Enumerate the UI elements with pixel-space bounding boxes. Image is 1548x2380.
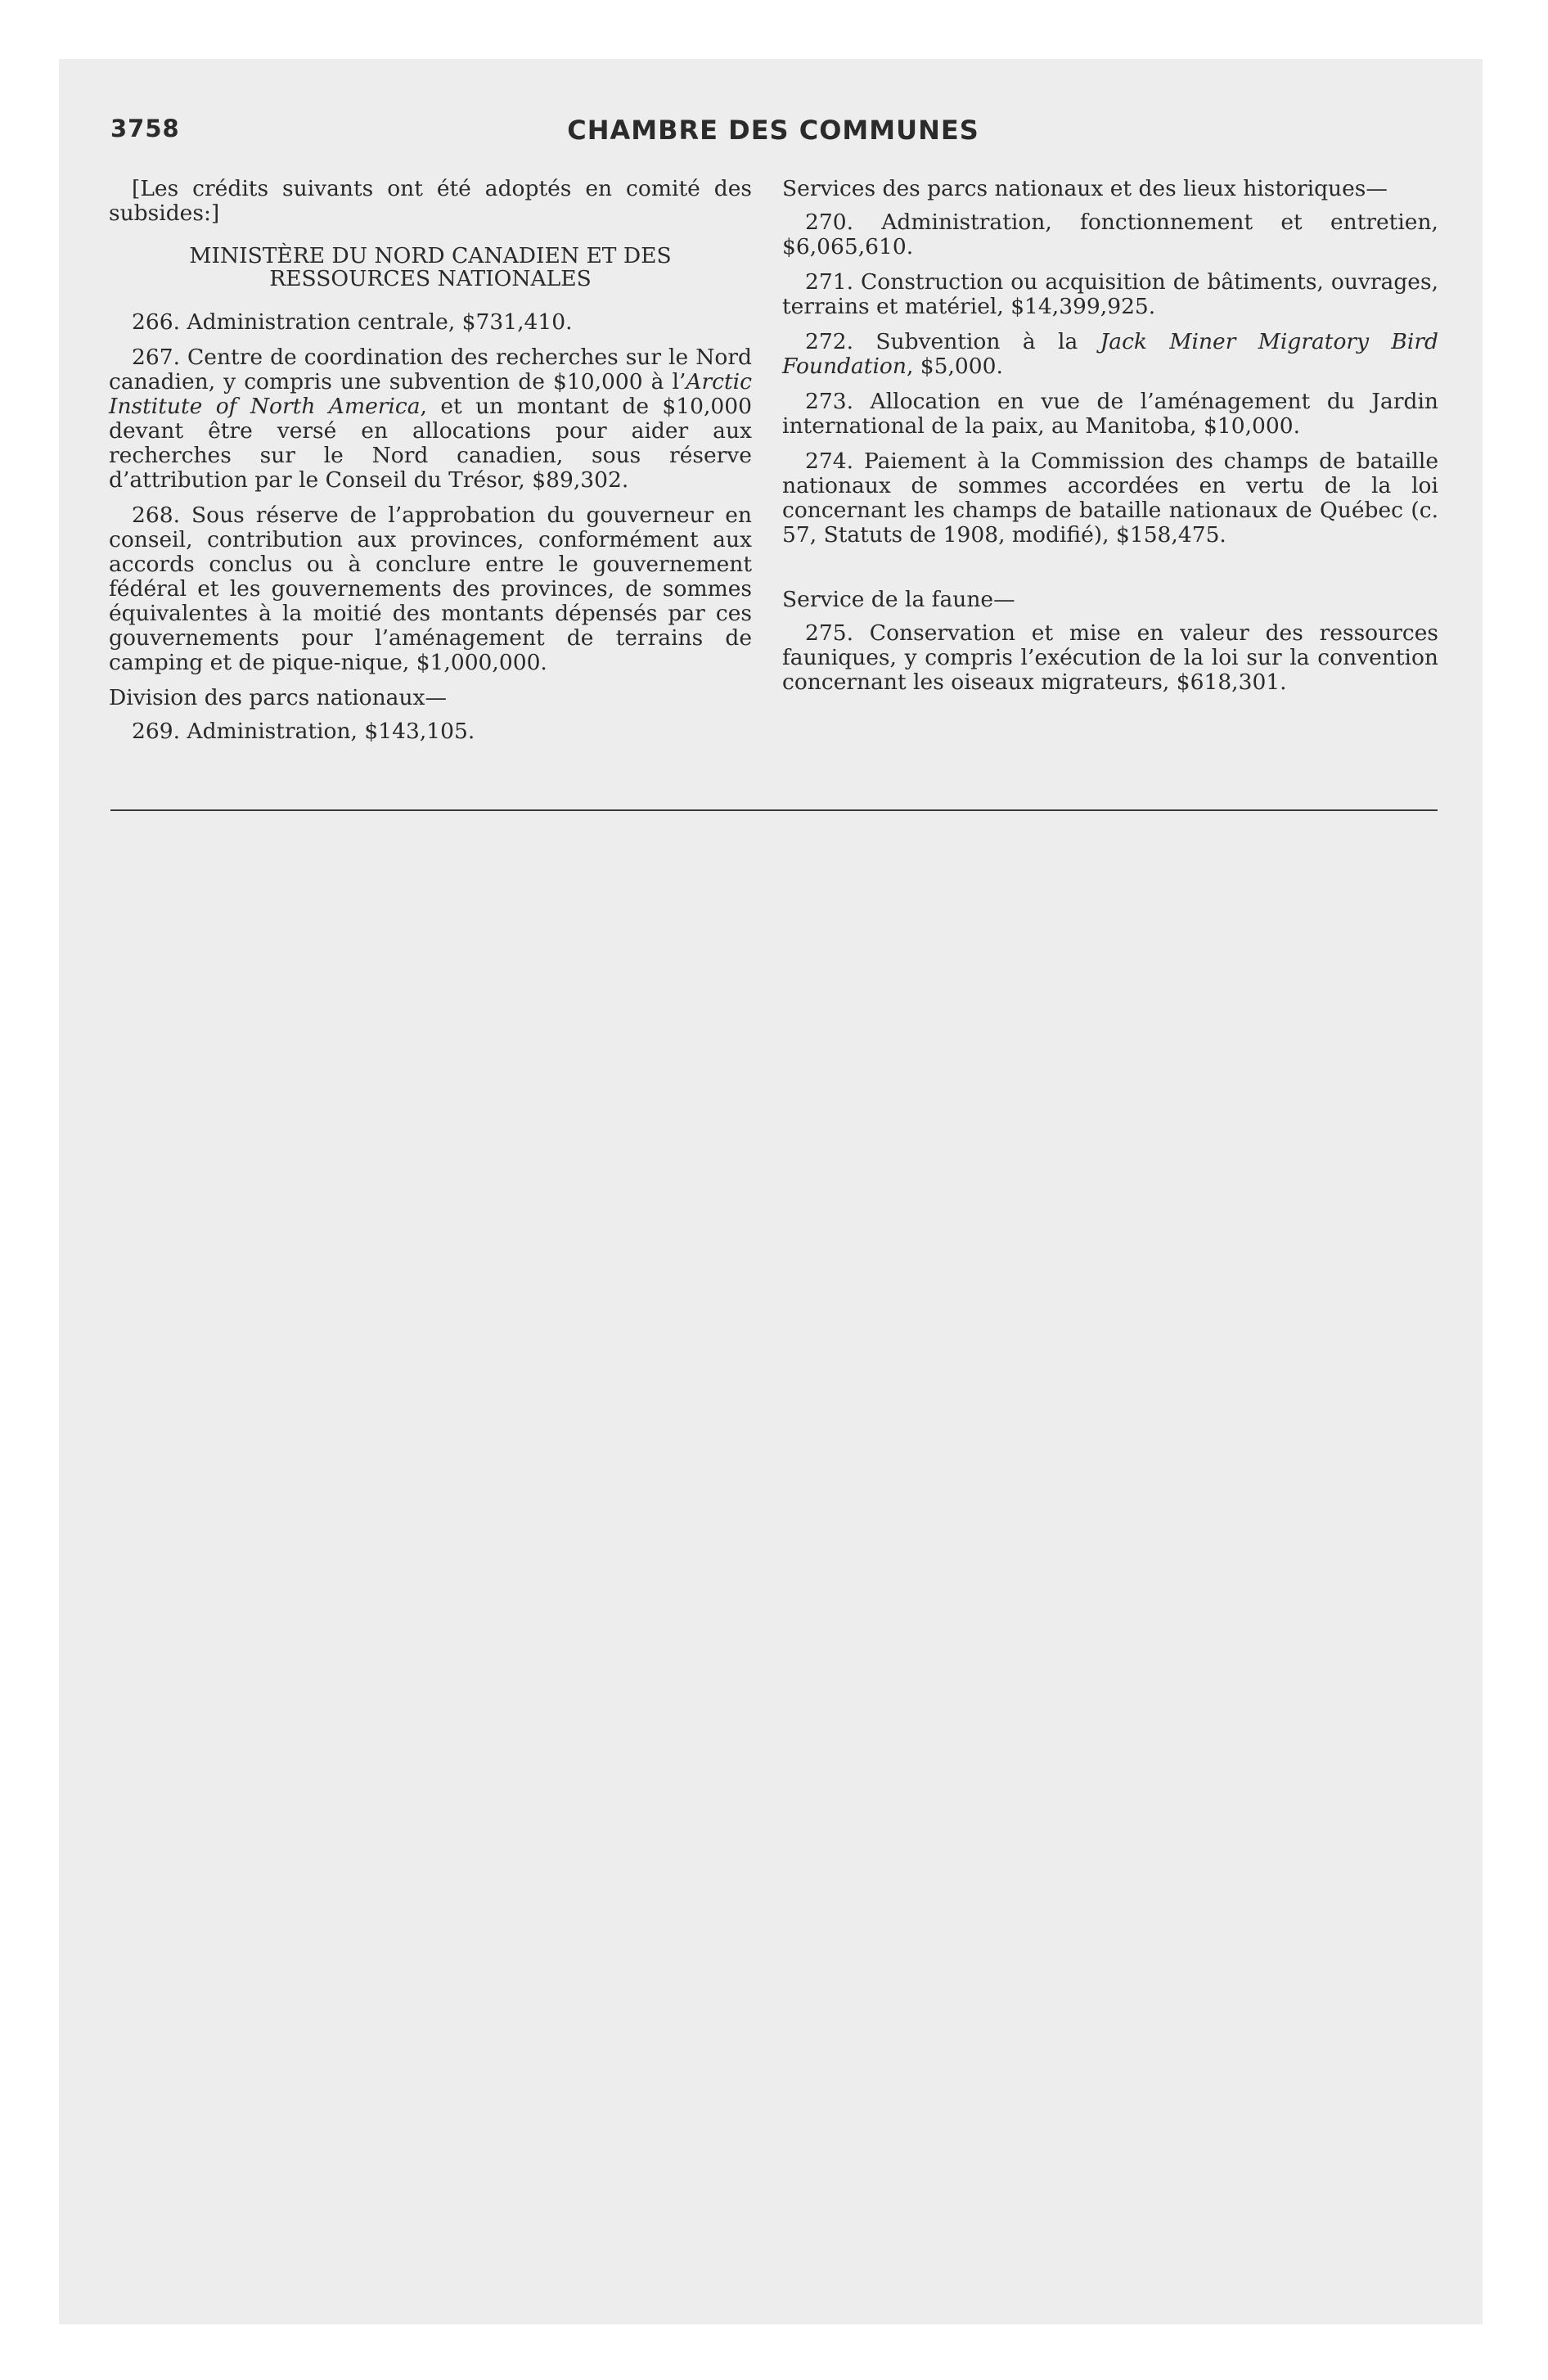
services-heading: Services des parcs nationaux et des lieux historiques—	[782, 176, 1388, 201]
vote-267	[109, 345, 752, 493]
right-column	[782, 177, 1438, 705]
vote-269: 269. Administration, $143,105.	[132, 719, 475, 744]
vote-270: 270. Administration, fonctionnement et entretien, $6,065,610.	[782, 210, 1438, 259]
vote-271: 271. Construction ou acquisition de bâtiments, ouvrages, terrains et matériel, $14,399,925.	[782, 269, 1438, 319]
vote-272	[782, 330, 1438, 379]
left-column	[109, 177, 752, 755]
horizontal-rule	[110, 809, 1438, 811]
vote-272-text-b: , $5,000.	[906, 354, 1003, 379]
wildlife-heading: Service de la faune—	[782, 587, 1015, 612]
section-gap	[782, 558, 1438, 579]
vote-273: 273. Allocation en vue de l’aménagement du Jardin international de la paix, au Manitoba, $10,000.	[782, 389, 1438, 439]
vote-267-text-a: 267. Centre de coordination des recherches sur le Nord canadien, y compris une subvention de $10,000 à l’	[109, 345, 752, 394]
running-head: CHAMBRE DES COMMUNES	[567, 115, 979, 146]
vote-272-foundation-name: Jack Miner Migratory Bird Foundation	[782, 329, 1439, 379]
vote-274: 274. Paiement à la Commission des champs de bataille nationaux de sommes accordées en vertu de la loi concernant les champs de bataille nationaux de Québec (c. 57, Statuts de 1908, modifié), $158,475.	[782, 449, 1438, 548]
page-number: 3758	[110, 115, 180, 142]
vote-275: 275. Conservation et mise en valeur des ressources fauniques, y compris l’exécution de la loi sur la convention concernant les oiseaux migrateurs, $618,301.	[782, 620, 1438, 695]
vote-266: 266. Administration centrale, $731,410.	[132, 309, 573, 335]
vote-267-text-b: , et un montant de $10,000 devant être versé en allocations pour aider aux recherches sur le Nord canadien, sous réserve d’attribution par le Conseil du Trésor, $89,302.	[109, 394, 752, 493]
ministry-heading: MINISTÈRE DU NORD CANADIEN ET DES RESSOURCES NATIONALES	[189, 243, 672, 291]
intro-note: [Les crédits suivants ont été adoptés en comité des subsides:]	[109, 176, 752, 226]
page-header	[110, 115, 1436, 147]
vote-268: 268. Sous réserve de l’approbation du gouverneur en conseil, contribution aux provinces, conformément aux accords conclus ou à conclure entre le gouvernement fédéral et les gouvernements des provinces, de sommes équivalentes à la moitié des montants dépensés par ces gouvernements pour l’aménagement de terrains de camping et de pique-nique, $1,000,000.	[109, 503, 752, 675]
vote-272-text-a: 272. Subvention à la	[805, 329, 1100, 354]
division-parks-heading: Division des parcs nationaux—	[109, 685, 447, 710]
vote-267-institute-name: Arctic Institute of North America	[109, 369, 752, 419]
